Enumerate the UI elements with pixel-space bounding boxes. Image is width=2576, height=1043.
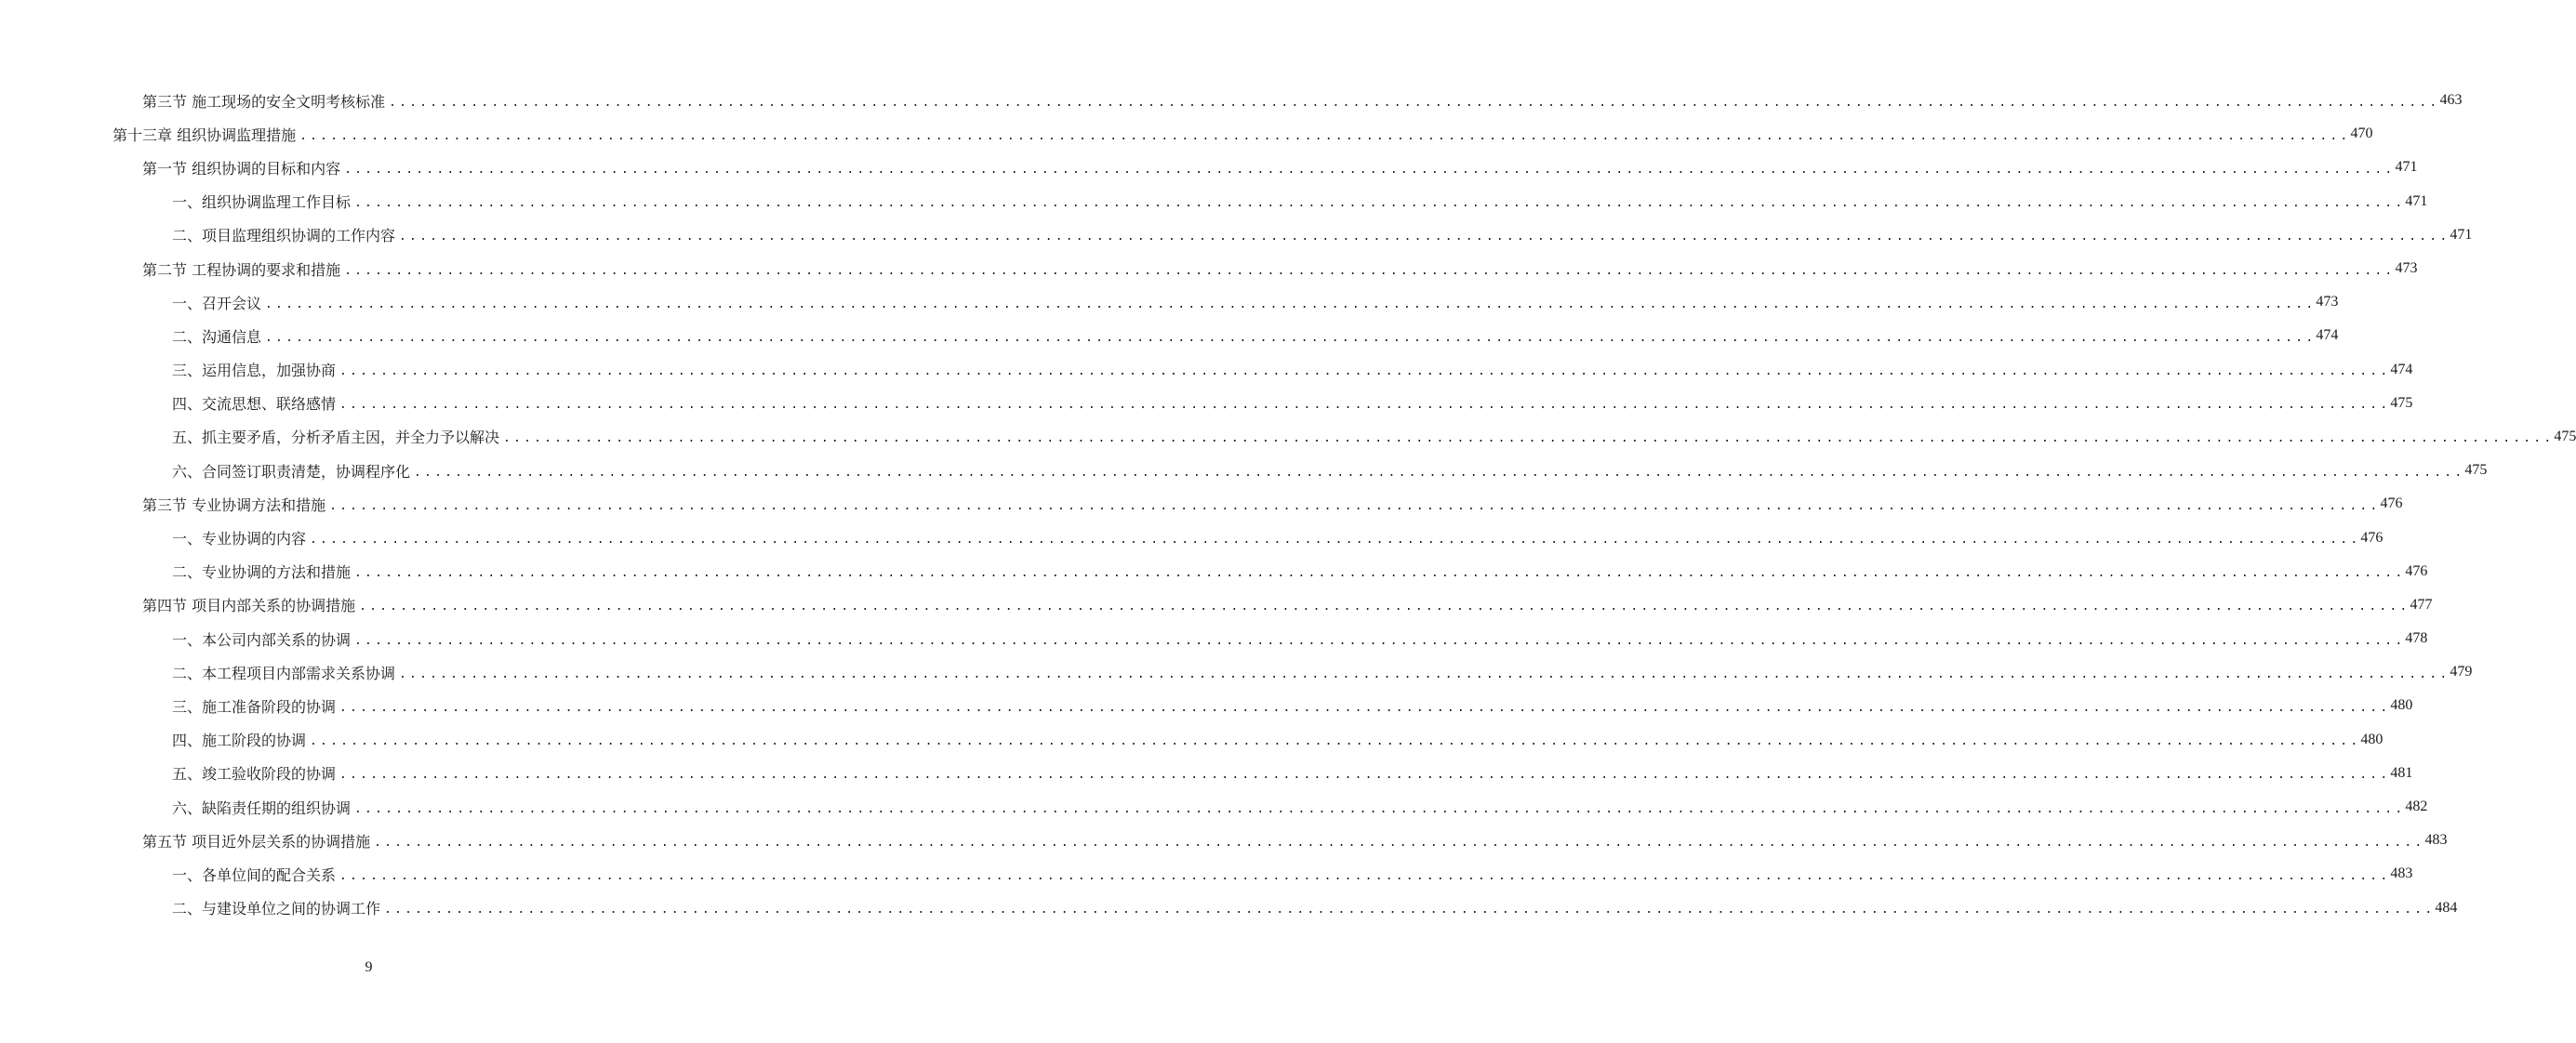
toc-entry[interactable] [0, 622, 2428, 655]
toc-leader-dots: ........................................................................................................................................................................................................ [354, 566, 2406, 581]
toc-leader-dots: ........................................................................................................................................................................................................ [389, 95, 2440, 110]
toc-entry-page: 480 [2360, 731, 2383, 747]
toc-entry-page: 483 [2390, 865, 2413, 882]
toc-entry[interactable] [0, 757, 2413, 790]
toc-entry-page: 480 [2390, 697, 2413, 714]
toc-leader-dots: ........................................................................................................................................................................................................ [310, 734, 2361, 749]
toc-entry-page: 471 [2405, 192, 2428, 209]
toc-entry-title: 二、专业协调的方法和措施 [172, 563, 352, 582]
toc-entry[interactable] [0, 218, 2473, 252]
toc-entry[interactable] [0, 857, 2413, 891]
toc-entry-page: 482 [2405, 799, 2428, 815]
toc-entry-title: 五、竣工验收阶段的协调 [172, 765, 337, 784]
toc-entry[interactable] [0, 487, 2403, 521]
toc-entry-page: 481 [2390, 764, 2413, 781]
toc-entry-title: 三、施工准备阶段的协调 [172, 697, 337, 716]
toc-leader-dots: ........................................................................................................................................................................................................ [399, 230, 2450, 244]
toc-entry-title: 一、专业协调的内容 [172, 530, 307, 548]
toc-entry[interactable] [0, 655, 2473, 689]
toc-entry[interactable] [0, 252, 2418, 285]
toc-leader-dots: ........................................................................................................................................................................................................ [339, 700, 2391, 715]
toc-entry-title: 六、合同签订职责清楚，协调程序化 [172, 462, 411, 481]
toc-entry-page: 477 [2410, 596, 2433, 613]
toc-entry-page: 476 [2360, 529, 2383, 546]
toc-entry-page: 471 [2450, 226, 2473, 243]
toc-entry[interactable] [0, 353, 2413, 387]
toc-entry-page: 476 [2380, 495, 2403, 512]
toc-entry[interactable] [0, 117, 2373, 151]
toc-leader-dots: ........................................................................................................................................................................................................ [384, 903, 2436, 918]
toc-entry-title: 六、缺陷责任期的组织协调 [172, 799, 352, 817]
toc-leader-dots: ........................................................................................................................................................................................................ [339, 364, 2391, 379]
toc-entry[interactable] [0, 790, 2428, 824]
toc-entry-title: 第四节 项目内部关系的协调措施 [142, 597, 356, 615]
toc-leader-dots: ........................................................................................................................................................................................................ [299, 128, 2351, 143]
toc-entry[interactable] [0, 555, 2428, 588]
toc-entry[interactable] [0, 521, 2383, 554]
toc-entry-title: 一、组织协调监理工作目标 [172, 193, 352, 212]
toc-entry[interactable] [0, 151, 2418, 184]
toc-leader-dots: ........................................................................................................................................................................................................ [339, 398, 2391, 413]
toc-entry-page: 483 [2424, 832, 2448, 849]
toc-entry-title: 一、召开会议 [172, 294, 262, 312]
toc-entry-title: 第一节 组织协调的目标和内容 [142, 159, 341, 178]
toc-entry[interactable] [0, 689, 2413, 722]
toc-entry-title: 二、本工程项目内部需求关系协调 [172, 664, 396, 682]
toc-entry-title: 四、交流思想、联络感情 [172, 395, 337, 414]
toc-entry-page: 476 [2405, 562, 2428, 579]
toc-entry-title: 三、运用信息，加强协商 [172, 362, 337, 380]
toc-entry-title: 第三节 专业协调方法和措施 [142, 495, 326, 514]
toc-entry-title: 四、施工阶段的协调 [172, 732, 307, 750]
toc-entry[interactable] [0, 723, 2383, 757]
toc-entry[interactable] [0, 285, 2339, 319]
toc-entry-page: 484 [2435, 899, 2458, 916]
toc-leader-dots: ........................................................................................................................................................................................................ [265, 297, 2317, 311]
toc-entry-title: 五、抓主要矛盾，分析矛盾主因，并全力予以解决 [172, 429, 500, 447]
toc-leader-dots: ........................................................................................................................................................................................................ [354, 633, 2406, 648]
toc-entry-title: 二、沟通信息 [172, 327, 262, 346]
toc-entry-page: 463 [2439, 92, 2463, 109]
toc-entry-page: 479 [2450, 664, 2473, 680]
toc-entry[interactable] [0, 454, 2488, 487]
toc-entry-title: 二、项目监理组织协调的工作内容 [172, 227, 396, 245]
toc-leader-dots: ........................................................................................................................................................................................................ [354, 801, 2406, 816]
toc-entry-page: 478 [2405, 630, 2428, 647]
toc-entry-page: 475 [2390, 394, 2413, 411]
toc-entry[interactable] [0, 891, 2458, 925]
toc-entry-title: 二、与建设单位之间的协调工作 [172, 900, 381, 918]
toc-leader-dots: ........................................................................................................................................................................................................ [265, 330, 2317, 345]
toc-entry[interactable] [0, 420, 2576, 454]
table-of-contents [0, 84, 2576, 925]
toc-leader-dots: ........................................................................................................................................................................................................ [503, 431, 2555, 446]
toc-entry-title: 第三节 施工现场的安全文明考核标准 [142, 92, 386, 111]
toc-entry-page: 473 [2316, 294, 2339, 310]
toc-entry-page: 470 [2350, 125, 2373, 142]
toc-leader-dots: ........................................................................................................................................................................................................ [310, 533, 2361, 548]
toc-entry-title: 一、本公司内部关系的协调 [172, 630, 352, 649]
toc-entry-page: 471 [2395, 159, 2418, 176]
toc-leader-dots: ........................................................................................................................................................................................................ [339, 768, 2391, 783]
toc-entry[interactable] [0, 84, 2463, 117]
toc-leader-dots: ........................................................................................................................................................................................................ [374, 835, 2425, 850]
toc-leader-dots: ........................................................................................................................................................................................................ [399, 667, 2450, 681]
toc-leader-dots: ........................................................................................................................................................................................................ [344, 263, 2396, 278]
toc-entry-page: 475 [2464, 462, 2488, 479]
toc-leader-dots: ........................................................................................................................................................................................................ [339, 868, 2391, 883]
toc-leader-dots: ........................................................................................................................................................................................................ [344, 162, 2396, 177]
toc-entry[interactable] [0, 824, 2448, 857]
toc-entry-title: 第五节 项目近外层关系的协调措施 [142, 832, 371, 851]
toc-entry-page: 474 [2316, 327, 2339, 344]
toc-leader-dots: ........................................................................................................................................................................................................ [414, 465, 2465, 480]
toc-entry-title: 一、各单位间的配合关系 [172, 865, 337, 884]
page-number: 9 [365, 959, 373, 975]
toc-entry[interactable] [0, 185, 2428, 218]
toc-leader-dots: ........................................................................................................................................................................................................ [354, 196, 2406, 211]
toc-entry-page: 475 [2554, 428, 2576, 444]
toc-leader-dots: ........................................................................................................................................................................................................ [329, 498, 2381, 513]
toc-entry[interactable] [0, 588, 2433, 622]
toc-entry[interactable] [0, 387, 2413, 420]
toc-leader-dots: ........................................................................................................................................................................................................ [359, 600, 2410, 614]
toc-entry-page: 474 [2390, 361, 2413, 377]
toc-entry-title: 第二节 工程协调的要求和措施 [142, 260, 341, 279]
toc-entry[interactable] [0, 319, 2339, 352]
toc-entry-page: 473 [2395, 260, 2418, 277]
toc-entry-title: 第十三章 组织协调监理措施 [113, 125, 297, 144]
